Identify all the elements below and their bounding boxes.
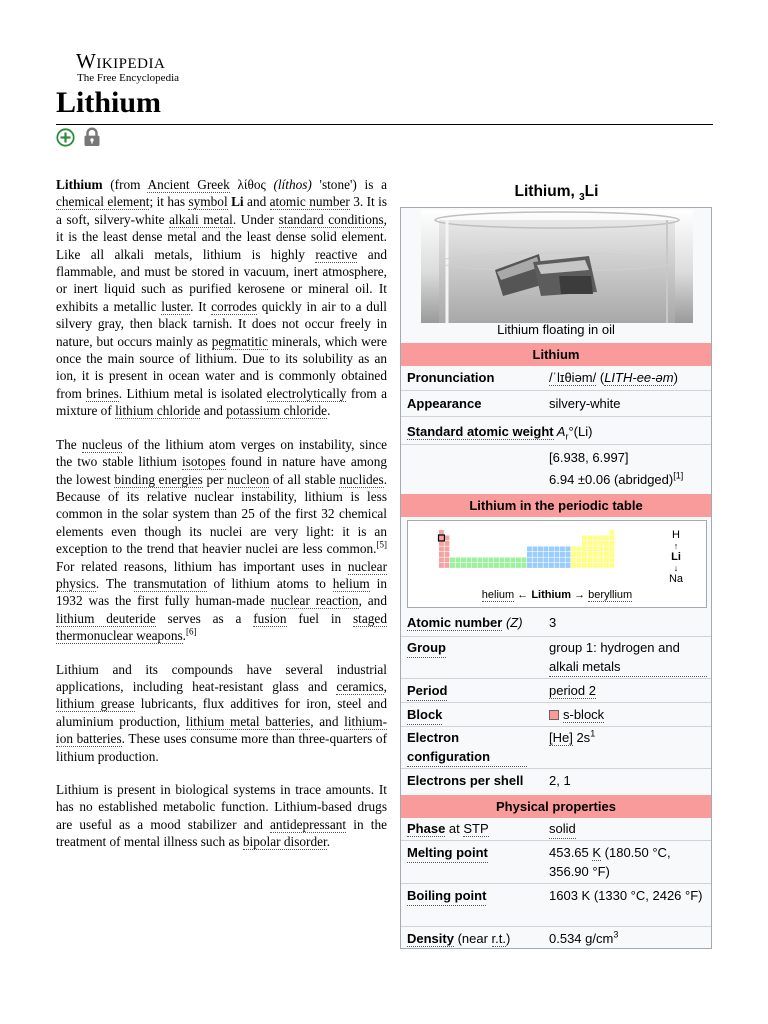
link-brines[interactable]: brines — [86, 385, 119, 401]
period-link[interactable]: period 2 — [549, 683, 596, 698]
periodic-table-cell — [461, 563, 466, 568]
periodic-table-cell — [588, 547, 593, 552]
periodic-table-cell — [500, 563, 505, 568]
periodic-table-cell — [527, 563, 532, 568]
citation-6[interactable]: [6] — [185, 626, 197, 637]
text: ( — [596, 370, 605, 385]
periodic-table-cell — [560, 547, 565, 552]
text: The — [56, 436, 82, 452]
atomic-number-paren: (Z) — [502, 615, 523, 630]
text: serves as a — [155, 610, 254, 626]
periodic-table-cell — [450, 558, 455, 563]
periodic-table-cell — [445, 552, 450, 557]
periodic-table-cell — [533, 547, 538, 552]
article-body — [56, 176, 387, 867]
kelvin-link[interactable]: K — [592, 845, 602, 860]
link-nuclear-physics[interactable]: nuclear physics — [56, 558, 387, 591]
periodic-table-cell — [588, 541, 593, 546]
appearance-label: Appearance — [407, 396, 482, 411]
bold-symbol: Li — [231, 194, 244, 210]
text: For related reasons, lithium has important uses in — [56, 558, 348, 574]
row-divider — [401, 390, 711, 391]
appearance-value: silvery-white — [549, 396, 621, 411]
periodic-table-cell — [478, 558, 483, 563]
periodic-table-cell — [538, 547, 543, 552]
pt-horizontal-nav — [408, 588, 706, 602]
link-ancient-greek[interactable]: Ancient Greek — [147, 177, 230, 192]
link-ceramics[interactable]: ceramics — [336, 678, 384, 694]
periodic-table-cell — [610, 541, 615, 546]
text: ; it has — [149, 194, 189, 210]
periodic-table-cell — [544, 552, 549, 557]
link-atomic-number[interactable]: atomic number — [269, 194, 350, 210]
link-lithium-deuteride[interactable]: lithium deuteride — [56, 610, 156, 626]
text: lubricants, flux additives for iron, steel and aluminium production, — [56, 696, 387, 729]
melting-point-value — [549, 843, 707, 881]
periodic-table-cell — [445, 558, 450, 563]
block-link[interactable]: s-block — [563, 707, 605, 722]
link-reactive[interactable]: reactive — [315, 246, 358, 262]
periodic-table-cell — [445, 563, 450, 568]
wordmark: Wikipedia — [76, 49, 166, 73]
text: (from — [102, 177, 148, 192]
room-temperature-link[interactable]: r.t. — [491, 931, 506, 946]
periodic-table-cell — [456, 558, 461, 563]
text: . These uses consume more than three-quarters of lithium production. — [56, 731, 387, 764]
block-label[interactable]: Block — [407, 705, 442, 725]
text: 'stone') is a — [311, 177, 387, 192]
periodic-table-cell — [472, 558, 477, 563]
periodic-table-cell — [593, 541, 598, 546]
link-transmutation[interactable]: transmutation — [133, 575, 207, 591]
periodic-table-cell — [582, 563, 587, 568]
periodic-table-cell — [604, 536, 609, 541]
periodic-table-cell — [439, 541, 444, 546]
text: 0.534 g/cm — [549, 931, 614, 946]
text: ) — [673, 370, 678, 385]
link-nuclides[interactable]: nuclides — [339, 471, 384, 487]
periodic-table-cell — [533, 552, 538, 557]
periodic-table-cell — [604, 541, 609, 546]
boiling-point-value: 1603 K (1330 °C, 2426 °F) — [549, 888, 703, 903]
density-value — [549, 929, 707, 948]
periodic-table-cell — [439, 530, 444, 535]
periodic-table-cell — [588, 536, 593, 541]
paragraph-4 — [56, 781, 387, 851]
periodic-table-cell — [439, 563, 444, 568]
periodic-table-cell — [467, 563, 472, 568]
periodic-table-cell — [494, 558, 499, 563]
periodic-table-cell — [593, 558, 598, 563]
periodic-table-cell — [549, 547, 554, 552]
text: . Because of its relative nuclear instability, lithium is less common in the solar system than 25 of the first 32 chemical elements even though its nuclei are very light: it is an exception to the trend that heavier nuclei are less common. — [56, 471, 388, 557]
link-standard-conditions[interactable]: standard conditions — [278, 211, 384, 227]
periodic-table-cell — [593, 563, 598, 568]
periodic-table-cell — [522, 563, 527, 568]
periodic-table-cell — [489, 563, 494, 568]
periodic-table-cell — [538, 552, 543, 557]
atomic-number-link[interactable]: Atomic number — [407, 615, 503, 630]
electron-configuration-value — [549, 728, 707, 747]
periodic-table-cell — [593, 536, 598, 541]
periodic-table-mini[interactable] — [408, 521, 706, 587]
periodic-table-cell — [538, 563, 543, 568]
text: , and — [310, 713, 345, 729]
pt-current-name: Lithium — [531, 589, 572, 601]
section-header-physical-properties: Physical properties — [401, 795, 711, 818]
periodic-table-cell — [555, 558, 560, 563]
row-divider — [401, 416, 711, 417]
periodic-table-cell — [522, 558, 527, 563]
link-lithium-chloride[interactable]: lithium chloride — [115, 403, 201, 419]
periodic-table-cell — [577, 558, 582, 563]
periodic-table-cell — [549, 558, 554, 563]
infobox-title-symbol: Li — [584, 183, 599, 200]
periodic-table-cell — [483, 563, 488, 568]
pronunciation-value — [549, 368, 707, 387]
pt-left-arrow: ← — [514, 589, 532, 601]
section-header-periodic-table: Lithium in the periodic table — [401, 494, 711, 517]
link-nucleus[interactable]: nucleus — [81, 436, 123, 452]
link-nucleon[interactable]: nucleon — [227, 471, 270, 487]
text: of all stable — [269, 471, 340, 487]
periodic-table-cell — [511, 558, 516, 563]
bold-term: Lithium — [56, 177, 103, 192]
link-helium[interactable]: helium — [332, 575, 370, 591]
text: 453.65 — [549, 845, 593, 860]
periodic-table-cell — [467, 558, 472, 563]
periodic-table-cell — [599, 547, 604, 552]
section-header-lithium: Lithium — [401, 343, 711, 366]
phase-link[interactable]: Phase — [407, 821, 446, 836]
pt-below-element[interactable]: Na — [668, 573, 684, 585]
periodic-table-widget — [407, 520, 707, 608]
link-alkali-metal[interactable]: alkali metal — [169, 211, 233, 227]
density-link[interactable]: Density — [407, 931, 454, 946]
periodic-table-cell — [571, 563, 576, 568]
link-symbol[interactable]: symbol — [188, 194, 228, 210]
link-bipolar-disorder[interactable]: bipolar disorder — [242, 834, 327, 850]
periodic-table-cell — [483, 558, 488, 563]
periodic-table-cell — [555, 563, 560, 568]
text: , it is the least dense metal and the least dense solid element. Like all alkali metals, lithium is highly — [56, 211, 387, 262]
periodic-table-cell — [439, 536, 444, 541]
periodic-table-cell — [599, 541, 604, 546]
pt-next-element[interactable]: beryllium — [588, 589, 633, 601]
periodic-table-cell — [549, 563, 554, 568]
periodic-table-cell — [610, 536, 615, 541]
saw-subscript: r — [565, 431, 569, 442]
citation-5[interactable]: [5] — [376, 539, 387, 550]
helium-core-link[interactable]: [He] — [549, 730, 573, 745]
periodic-table-cell — [560, 552, 565, 557]
atomic-number-label — [407, 613, 523, 632]
paragraph-3 — [56, 661, 387, 765]
periodic-table-cell — [516, 558, 521, 563]
saw-label — [407, 422, 647, 447]
periodic-table-cell — [599, 563, 604, 568]
periodic-table-cell — [566, 558, 571, 563]
periodic-table-cell — [533, 558, 538, 563]
text: (near — [453, 931, 492, 946]
text: Lithium is present in biological systems in trace amounts. It has no established metabolic function. Lithium-based drugs are useful as a mood stabilizer and — [56, 782, 387, 832]
periodic-table-cell — [604, 558, 609, 563]
group-value[interactable]: group 1: hydrogen and alkali metals — [549, 638, 707, 677]
row-divider — [401, 636, 711, 637]
title-divider — [56, 124, 713, 125]
superscript: 3 — [613, 929, 619, 940]
period-value — [549, 681, 707, 700]
pt-previous-element[interactable]: helium — [481, 589, 515, 601]
row-divider — [401, 702, 711, 703]
periodic-table-cell — [445, 541, 450, 546]
text: ) — [506, 931, 511, 946]
ipa-link[interactable]: /ˈlɪθiəm/ — [549, 370, 597, 385]
periodic-table-cell — [445, 536, 450, 541]
periodic-table-cell — [610, 530, 615, 535]
pt-above-element[interactable]: H — [672, 529, 680, 541]
periodic-table-cell — [604, 547, 609, 552]
row-divider — [401, 840, 711, 841]
electrons-per-shell-label: Electrons per shell — [407, 773, 524, 788]
periodic-table-cell — [566, 547, 571, 552]
row-divider — [401, 926, 711, 927]
periodic-table-cell — [566, 552, 571, 557]
pt-vertical-nav — [664, 530, 688, 585]
text: 6.94 ±0.06 (abridged) — [549, 472, 674, 487]
text: of lithium atoms to — [206, 575, 333, 591]
block-value — [549, 705, 707, 724]
periodic-table-cell — [560, 558, 565, 563]
periodic-table-cell — [555, 552, 560, 557]
periodic-table-cell — [527, 547, 532, 552]
periodic-table-cell — [450, 563, 455, 568]
greek-word: λίθος — [237, 177, 266, 192]
text: and — [200, 403, 227, 419]
periodic-table-cell — [582, 547, 587, 552]
text: . Under — [232, 211, 279, 227]
text: 2s — [572, 730, 591, 745]
periodic-table-cell — [582, 541, 587, 546]
periodic-table-cell — [445, 547, 450, 552]
link-antidepressant[interactable]: antidepressant — [270, 816, 347, 832]
periodic-table-cell — [511, 563, 516, 568]
saw-symbol: A — [553, 424, 566, 439]
atomic-number-value: 3 — [549, 615, 557, 630]
phase-label — [407, 819, 489, 838]
link-corrodes[interactable]: corrodes — [211, 298, 257, 314]
row-divider — [401, 726, 711, 727]
periodic-table-cell — [549, 552, 554, 557]
periodic-table-cell — [456, 563, 461, 568]
periodic-table-cell — [599, 552, 604, 557]
link-luster[interactable]: luster — [161, 298, 191, 314]
periodic-table-cell — [439, 547, 444, 552]
saw-abridged-value — [549, 470, 707, 489]
infobox-title-subscript: 3 — [579, 192, 585, 204]
periodic-table-cell — [571, 552, 576, 557]
text: found in nature have among the lowest — [56, 454, 388, 487]
pt-up-arrow: ↑ — [673, 541, 679, 551]
infobox-title-text: Lithium, — [514, 183, 580, 200]
periodic-table-cell — [577, 547, 582, 552]
group-label[interactable]: Group — [407, 638, 446, 658]
periodic-table-cell — [439, 558, 444, 563]
pt-right-arrow: → — [571, 589, 589, 601]
link-chemical-element[interactable]: chemical element — [56, 194, 150, 210]
paragraph-1 — [56, 176, 387, 420]
periodic-table-cell — [593, 552, 598, 557]
periodic-table-cell — [478, 563, 483, 568]
phase-value[interactable]: solid — [549, 819, 576, 839]
text: , — [383, 678, 387, 694]
periodic-table-cell — [516, 563, 521, 568]
link-lithium-metal-batteries[interactable]: lithium metal batteries — [185, 713, 311, 729]
periodic-table-cell — [527, 552, 532, 557]
periodic-table-cell — [544, 547, 549, 552]
text: from a mixture of — [56, 385, 387, 419]
pt-down-arrow: ↓ — [673, 563, 679, 573]
link-electrolytically[interactable]: electrolytically — [266, 385, 347, 401]
link-lithium-grease[interactable]: lithium grease — [56, 696, 135, 712]
wikipedia-logo[interactable] — [76, 50, 216, 84]
periodic-table-cell — [610, 563, 615, 568]
tagline: The Free Encyclopedia — [77, 72, 180, 84]
periodic-table-cell — [505, 558, 510, 563]
pt-current-element: Li — [671, 551, 681, 563]
electron-configuration-label[interactable]: Electron configuration — [407, 728, 527, 767]
periodic-table-cell — [577, 563, 582, 568]
periodic-table-cell — [494, 563, 499, 568]
photo-caption: Lithium floating in oil — [497, 322, 615, 337]
text: at — [445, 821, 464, 836]
periodic-table-cell — [533, 563, 538, 568]
transliteration: (líthos) — [273, 177, 312, 192]
link-pegmatitic[interactable]: pegmatitic — [211, 333, 268, 349]
period-label[interactable]: Period — [407, 681, 447, 701]
text: quickly in air to a dull silvery gray, then black tarnish. It does not occur freely in nature, but occurs mainly as — [56, 298, 387, 349]
periodic-table-cell — [461, 558, 466, 563]
periodic-table-cell — [582, 536, 587, 541]
text: of the lithium atom verges on instability, since the two stable lithium — [56, 436, 387, 470]
text: 3. It is a soft, silvery-white — [56, 194, 387, 227]
periodic-table-cell — [538, 558, 543, 563]
link-lithium-ion-batteries[interactable]: lithium-ion batteries — [56, 713, 388, 747]
periodic-table-cell — [527, 558, 532, 563]
text: per — [202, 471, 228, 487]
text: . — [182, 628, 186, 644]
periodic-table-cell — [571, 558, 576, 563]
s-block-swatch — [549, 710, 559, 720]
periodic-table-cell — [610, 552, 615, 557]
periodic-table-cell — [560, 563, 565, 568]
periodic-table-cell — [593, 547, 598, 552]
text: in 1932 was the first fully human-made — [56, 575, 387, 609]
periodic-table-cell — [439, 552, 444, 557]
density-label — [407, 929, 510, 948]
text: . It — [190, 298, 212, 314]
periodic-table-cell — [566, 563, 571, 568]
text: . Lithium metal is isolated — [118, 385, 267, 401]
superscript: 1 — [590, 728, 596, 739]
periodic-table-cell — [599, 536, 604, 541]
padlock-icon[interactable] — [83, 127, 101, 147]
text: Lithium and its compounds have several industrial applications, including heat-resistant glass and — [56, 661, 387, 694]
text: . The — [95, 575, 134, 591]
pronunciation-label[interactable]: Pronunciation — [407, 370, 495, 385]
periodic-table-cell — [472, 563, 477, 568]
periodic-table-cell — [604, 552, 609, 557]
periodic-table-cell — [505, 563, 510, 568]
link-staged-thermonuclear-weapons[interactable]: staged thermonuclear weapons — [56, 610, 387, 644]
row-divider — [401, 444, 711, 445]
infobox — [400, 207, 712, 949]
link-fusion[interactable]: fusion — [253, 610, 287, 626]
saw-label-link[interactable]: Standard atomic weight — [407, 424, 554, 439]
periodic-table-cell — [588, 558, 593, 563]
periodic-table-cell — [610, 558, 615, 563]
text: and — [243, 194, 270, 210]
infobox-title — [400, 182, 713, 202]
text: and flammable, and must be stored in vacuum, inert atmosphere, or inert liquid such as purified kerosene or mineral oil. It exhibits a metallic — [56, 246, 387, 314]
page-status-icons — [56, 127, 101, 147]
row-divider — [401, 883, 711, 884]
periodic-table-cell — [582, 558, 587, 563]
periodic-table-cell — [599, 558, 604, 563]
periodic-table-cell — [582, 552, 587, 557]
link-nuclear-reaction[interactable]: nuclear reaction — [270, 593, 359, 609]
lithium-photo[interactable] — [421, 210, 693, 323]
text: . — [327, 403, 331, 419]
paragraph-2 — [56, 436, 387, 645]
melting-point-label[interactable]: Melting point — [407, 843, 488, 863]
saw-rest: °(Li) — [568, 424, 593, 439]
periodic-table-cell — [610, 547, 615, 552]
periodic-table-cell — [555, 547, 560, 552]
periodic-table-cell — [588, 563, 593, 568]
periodic-table-cell — [489, 558, 494, 563]
periodic-table-cell — [500, 558, 505, 563]
saw-interval-value: [6.938, 6.997] — [549, 450, 629, 465]
link-potassium-chloride[interactable]: potassium chloride — [226, 403, 328, 419]
citation-1[interactable]: [1] — [673, 470, 684, 481]
good-article-plus-icon[interactable] — [56, 128, 75, 147]
link-binding-energies[interactable]: binding energies — [114, 471, 203, 487]
row-divider — [401, 768, 711, 769]
electrons-per-shell-value: 2, 1 — [549, 773, 571, 788]
periodic-table-cell — [544, 558, 549, 563]
periodic-table-cell — [571, 547, 576, 552]
text: minerals, which were once the main source of lithium. Due to its solubility as an ion, it is present in ocean water and is commonly obtained from — [56, 333, 387, 401]
periodic-table-cell — [577, 552, 582, 557]
text: , and — [358, 593, 387, 609]
link-isotopes[interactable]: isotopes — [182, 454, 226, 470]
boiling-point-label[interactable]: Boiling point — [407, 886, 486, 906]
stp-link[interactable]: STP — [463, 821, 489, 836]
text: in the treatment of mental illness such as — [56, 816, 387, 850]
page-title: Lithium — [56, 86, 162, 119]
periodic-table-cell — [544, 563, 549, 568]
periodic-table-cell — [604, 563, 609, 568]
respelling-link[interactable]: LITH-ee-əm — [604, 370, 674, 385]
text: fuel in — [286, 610, 353, 626]
periodic-table-cell — [588, 552, 593, 557]
row-divider — [401, 678, 711, 679]
text: . — [326, 834, 331, 850]
text: (180.50 °C, 356.90 °F) — [549, 845, 671, 879]
